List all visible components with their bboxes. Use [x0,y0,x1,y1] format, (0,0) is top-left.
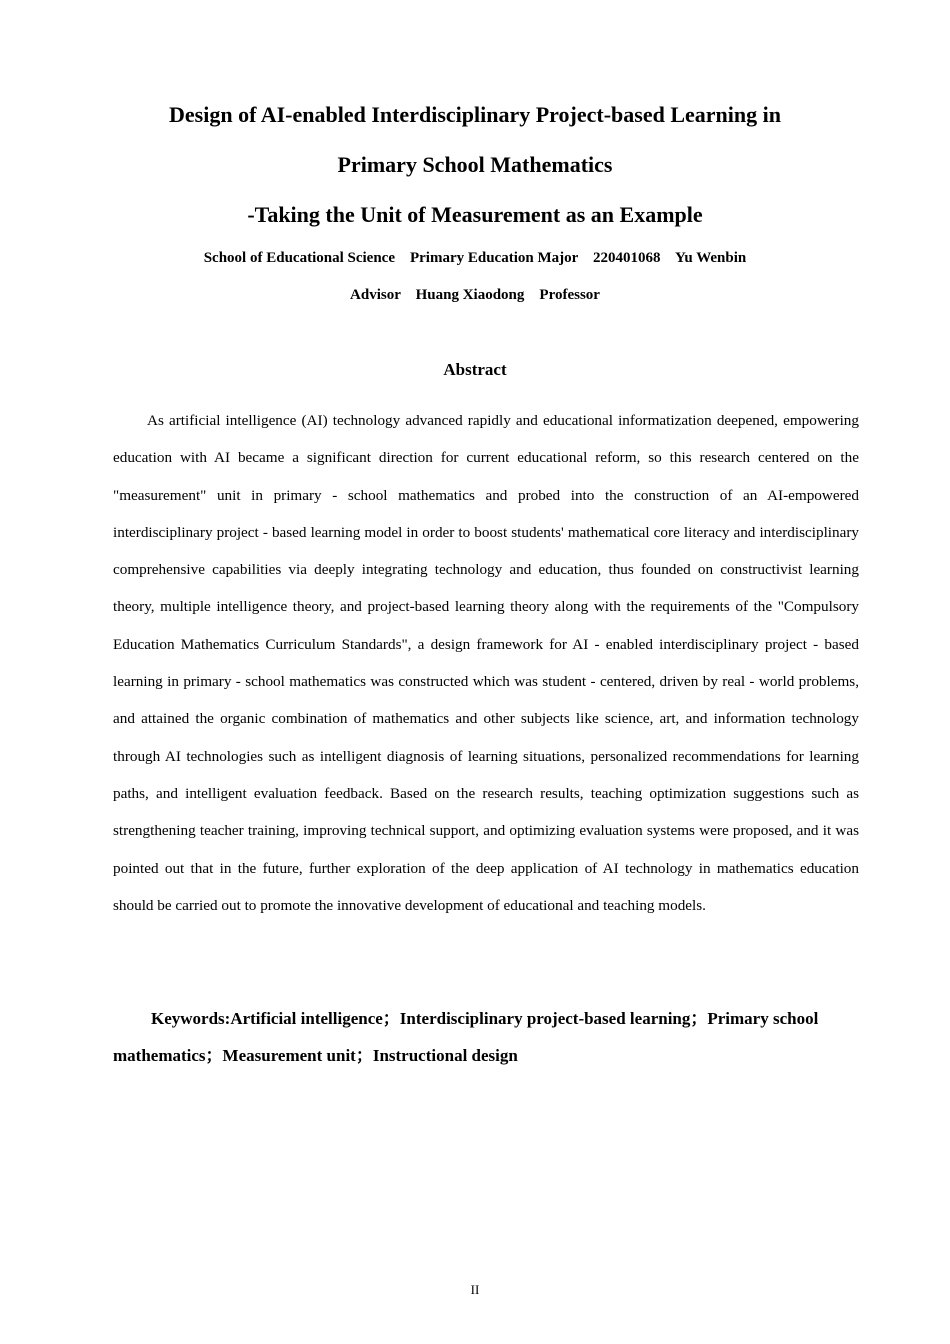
advisor-info: Advisor Huang Xiaodong Professor [350,287,600,303]
paper-subtitle: -Taking the Unit of Measurement as an Example [247,202,703,227]
abstract-heading: Abstract [443,360,507,379]
author-info: School of Educational Science Primary Education Major 220401068 Yu Wenbin [203,250,747,266]
paper-title-line-1: Design of AI-enabled Interdisciplinary Project-based Learning in [169,102,781,127]
keywords: Keywords:Artificial intelligence；Interdisciplinary project-based learning；Primary school mathematics；Measurement unit；Instructional design [113,1009,819,1065]
abstract-body: As artificial intelligence (AI) technology advanced rapidly and educational informatization deepened, empowering education with AI became a significant direction for current educational reform, so this research centered on the "measurement" unit in primary - school mathematics and probed into the construction of an AI-empowered interdisciplinary project - based learning model in order to boost students' mathematical core literacy and interdisciplinary comprehensive capabilities via deeply integrating technology and education, thus founded on constructivist learning theory, multiple intelligence theory, and project-based learning theory along with the requirements of the "Compulsory Education Mathematics Curriculum Standards", a design framework for AI - enabled interdisciplinary project - based learning in primary - school mathematics was constructed which was student - centered, driven by real - world problems, and attained the organic combination of mathematics and other subjects like science, art, and information technology through AI technologies such as intelligent diagnosis of learning situations, personalized recommendations for learning paths, and intelligent evaluation feedback. Based on the research results, teaching optimization suggestions such as strengthening teacher training, improving technical support, and optimizing evaluation systems were proposed, and it was pointed out that in the future, further exploration of the deep application of AI technology in mathematics education should be carried out to promote the innovative development of educational and teaching models. [113,412,859,914]
page-number: II [470,1282,480,1297]
paper-title-line-2: Primary School Mathematics [337,152,613,177]
